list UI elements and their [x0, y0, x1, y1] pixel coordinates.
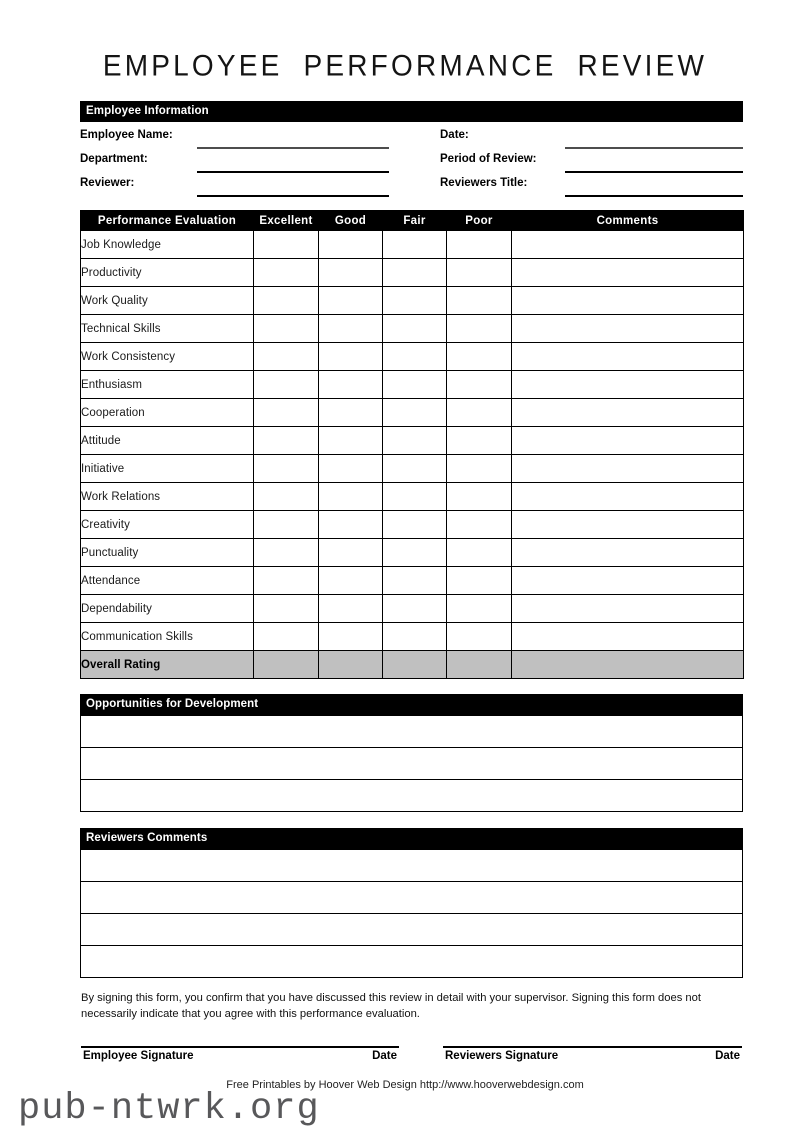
rating-cell-poor[interactable] [447, 623, 512, 651]
table-row [81, 511, 744, 539]
comments-cell[interactable] [512, 511, 744, 539]
rating-cell-good[interactable] [319, 399, 383, 427]
criterion-label: Communication Skills [81, 623, 254, 651]
field-date [440, 128, 743, 152]
column-header-excellent: Excellent [254, 211, 319, 231]
column-header-poor: Poor [447, 211, 512, 231]
reviewer-signature-label: Reviewers Signature [445, 1050, 559, 1062]
comments-cell[interactable] [512, 595, 744, 623]
overall-rating-cell-good[interactable] [319, 651, 383, 679]
field-department-label: Department: [80, 153, 148, 165]
opportunities-line-input[interactable] [81, 716, 743, 748]
page-title: EMPLOYEE PERFORMANCE REVIEW [102, 49, 708, 82]
rating-cell-fair[interactable] [383, 315, 447, 343]
table-row [81, 623, 744, 651]
rating-cell-poor[interactable] [447, 399, 512, 427]
rating-cell-excellent[interactable] [254, 399, 319, 427]
overall-rating-row [81, 651, 744, 679]
rating-cell-good[interactable] [319, 427, 383, 455]
employee-signature-group [81, 1046, 399, 1070]
rating-cell-excellent[interactable] [254, 231, 319, 259]
field-employee-name-label: Employee Name: [80, 129, 173, 141]
comments-cell[interactable] [512, 343, 744, 371]
reviewers-comments-line-input[interactable] [81, 914, 743, 946]
reviewer-signature-date-label: Date [715, 1050, 740, 1062]
field-period-of-review [440, 152, 743, 176]
rating-cell-excellent[interactable] [254, 595, 319, 623]
table-header-row [81, 211, 744, 231]
table-row [81, 567, 744, 595]
criterion-label: Initiative [81, 455, 254, 483]
rating-cell-good[interactable] [319, 315, 383, 343]
field-reviewers-title-label: Reviewers Title: [440, 177, 528, 189]
field-department [80, 152, 390, 176]
column-header-fair: Fair [383, 211, 447, 231]
reviewers-comments-section-header: Reviewers Comments [80, 828, 743, 849]
reviewers-comments-input-area [80, 849, 743, 978]
rating-cell-excellent[interactable] [254, 287, 319, 315]
rating-cell-good[interactable] [319, 259, 383, 287]
opportunities-line [81, 780, 743, 812]
comments-cell[interactable] [512, 539, 744, 567]
column-header-comments: Comments [512, 211, 744, 231]
comments-cell[interactable] [512, 287, 744, 315]
reviewer-signature-group [443, 1046, 742, 1070]
rating-cell-fair[interactable] [383, 595, 447, 623]
comments-cell[interactable] [512, 259, 744, 287]
overall-rating-cell-poor[interactable] [447, 651, 512, 679]
criterion-label: Work Consistency [81, 343, 254, 371]
field-period-of-review-input[interactable] [565, 171, 743, 173]
signature-disclaimer-text: By signing this form, you confirm that you have discussed this review in detail with your supervisor. Signing this form does not necessarily indicate that you agree with this performance evaluation. [81, 992, 701, 1020]
rating-cell-fair[interactable] [383, 287, 447, 315]
criterion-label: Productivity [81, 259, 254, 287]
rating-cell-poor[interactable] [447, 371, 512, 399]
rating-cell-poor[interactable] [447, 539, 512, 567]
rating-cell-poor[interactable] [447, 595, 512, 623]
rating-cell-good[interactable] [319, 231, 383, 259]
reviewers-comments-line [81, 850, 743, 882]
reviewers-comments-line [81, 914, 743, 946]
reviewer-signature-line[interactable] [443, 1046, 742, 1048]
rating-cell-excellent[interactable] [254, 567, 319, 595]
rating-cell-fair[interactable] [383, 455, 447, 483]
table-body [81, 231, 744, 679]
rating-cell-good[interactable] [319, 511, 383, 539]
rating-cell-fair[interactable] [383, 399, 447, 427]
watermark-text: pub-ntwrk.org [18, 1088, 320, 1130]
comments-cell[interactable] [512, 567, 744, 595]
comments-cell[interactable] [512, 427, 744, 455]
employee-signature-date-label: Date [372, 1050, 397, 1062]
rating-cell-fair[interactable] [383, 343, 447, 371]
reviewers-comments-line-input[interactable] [81, 946, 743, 978]
criterion-label: Work Relations [81, 483, 254, 511]
comments-cell[interactable] [512, 231, 744, 259]
rating-cell-good[interactable] [319, 343, 383, 371]
rating-cell-fair[interactable] [383, 427, 447, 455]
table-row [81, 259, 744, 287]
criterion-label: Punctuality [81, 539, 254, 567]
criterion-label: Attendance [81, 567, 254, 595]
comments-cell[interactable] [512, 315, 744, 343]
table-row [81, 455, 744, 483]
rating-cell-good[interactable] [319, 483, 383, 511]
comments-cell[interactable] [512, 483, 744, 511]
performance-evaluation-table [80, 210, 744, 679]
table-row [81, 427, 744, 455]
rating-cell-good[interactable] [319, 567, 383, 595]
criterion-label: Enthusiasm [81, 371, 254, 399]
rating-cell-good[interactable] [319, 623, 383, 651]
overall-rating-label: Overall Rating [81, 651, 254, 679]
rating-cell-fair[interactable] [383, 259, 447, 287]
overall-rating-comments-cell[interactable] [512, 651, 744, 679]
comments-cell[interactable] [512, 399, 744, 427]
opportunities-line [81, 716, 743, 748]
overall-rating-cell-excellent[interactable] [254, 651, 319, 679]
rating-cell-poor[interactable] [447, 259, 512, 287]
criterion-label: Dependability [81, 595, 254, 623]
rating-cell-excellent[interactable] [254, 259, 319, 287]
rating-cell-poor[interactable] [447, 455, 512, 483]
table-row [81, 315, 744, 343]
field-reviewers-title [440, 176, 743, 200]
rating-cell-excellent[interactable] [254, 371, 319, 399]
table-row [81, 231, 744, 259]
field-employee-name-input[interactable] [197, 147, 389, 149]
rating-cell-poor[interactable] [447, 231, 512, 259]
opportunities-line [81, 748, 743, 780]
table-row [81, 399, 744, 427]
field-date-input[interactable] [565, 147, 743, 149]
rating-cell-good[interactable] [319, 371, 383, 399]
rating-cell-poor[interactable] [447, 483, 512, 511]
rating-cell-good[interactable] [319, 539, 383, 567]
column-header-performance-evaluation: Performance Evaluation [81, 211, 254, 231]
criterion-label: Work Quality [81, 287, 254, 315]
opportunities-line-input[interactable] [81, 748, 743, 780]
rating-cell-excellent[interactable] [254, 623, 319, 651]
opportunities-line-input[interactable] [81, 780, 743, 812]
opportunities-section-header: Opportunities for Development [80, 694, 743, 715]
table-row [81, 343, 744, 371]
field-employee-name [80, 128, 390, 152]
rating-cell-excellent[interactable] [254, 315, 319, 343]
rating-cell-poor[interactable] [447, 567, 512, 595]
reviewers-comments-line-input[interactable] [81, 882, 743, 914]
rating-cell-excellent[interactable] [254, 539, 319, 567]
comments-cell[interactable] [512, 371, 744, 399]
criterion-label: Technical Skills [81, 315, 254, 343]
employee-signature-line[interactable] [81, 1046, 399, 1048]
criterion-label: Cooperation [81, 399, 254, 427]
table-row [81, 595, 744, 623]
table-row [81, 539, 744, 567]
reviewers-comments-line-input[interactable] [81, 850, 743, 882]
employee-signature-label: Employee Signature [83, 1050, 194, 1062]
criterion-label: Job Knowledge [81, 231, 254, 259]
rating-cell-fair[interactable] [383, 623, 447, 651]
footer-credit-text: Free Printables by Hoover Web Design http://www.hooverwebdesign.com [226, 1079, 584, 1091]
field-period-of-review-label: Period of Review: [440, 153, 537, 165]
rating-cell-excellent[interactable] [254, 483, 319, 511]
rating-cell-fair[interactable] [383, 231, 447, 259]
employee-information-section-header: Employee Information [80, 101, 743, 122]
rating-cell-poor[interactable] [447, 315, 512, 343]
rating-cell-fair[interactable] [383, 511, 447, 539]
reviewers-comments-line [81, 882, 743, 914]
rating-cell-poor[interactable] [447, 511, 512, 539]
field-reviewer [80, 176, 390, 200]
table-row [81, 371, 744, 399]
reviewers-comments-line [81, 946, 743, 978]
field-reviewer-input[interactable] [197, 195, 389, 197]
rating-cell-good[interactable] [319, 455, 383, 483]
comments-cell[interactable] [512, 455, 744, 483]
table-row [81, 483, 744, 511]
rating-cell-excellent[interactable] [254, 511, 319, 539]
rating-cell-fair[interactable] [383, 483, 447, 511]
rating-cell-poor[interactable] [447, 427, 512, 455]
overall-rating-cell-fair[interactable] [383, 651, 447, 679]
rating-cell-excellent[interactable] [254, 343, 319, 371]
criterion-label: Attitude [81, 427, 254, 455]
rating-cell-poor[interactable] [447, 343, 512, 371]
rating-cell-excellent[interactable] [254, 427, 319, 455]
column-header-good: Good [319, 211, 383, 231]
rating-cell-fair[interactable] [383, 567, 447, 595]
rating-cell-fair[interactable] [383, 539, 447, 567]
table-row [81, 287, 744, 315]
field-reviewers-title-input[interactable] [565, 195, 743, 197]
employee-information-fields [80, 128, 743, 200]
field-department-input[interactable] [197, 171, 389, 173]
rating-cell-excellent[interactable] [254, 455, 319, 483]
rating-cell-poor[interactable] [447, 287, 512, 315]
rating-cell-good[interactable] [319, 595, 383, 623]
comments-cell[interactable] [512, 623, 744, 651]
field-reviewer-label: Reviewer: [80, 177, 135, 189]
criterion-label: Creativity [81, 511, 254, 539]
field-date-label: Date: [440, 129, 469, 141]
opportunities-input-area [80, 715, 743, 812]
rating-cell-fair[interactable] [383, 371, 447, 399]
rating-cell-good[interactable] [319, 287, 383, 315]
